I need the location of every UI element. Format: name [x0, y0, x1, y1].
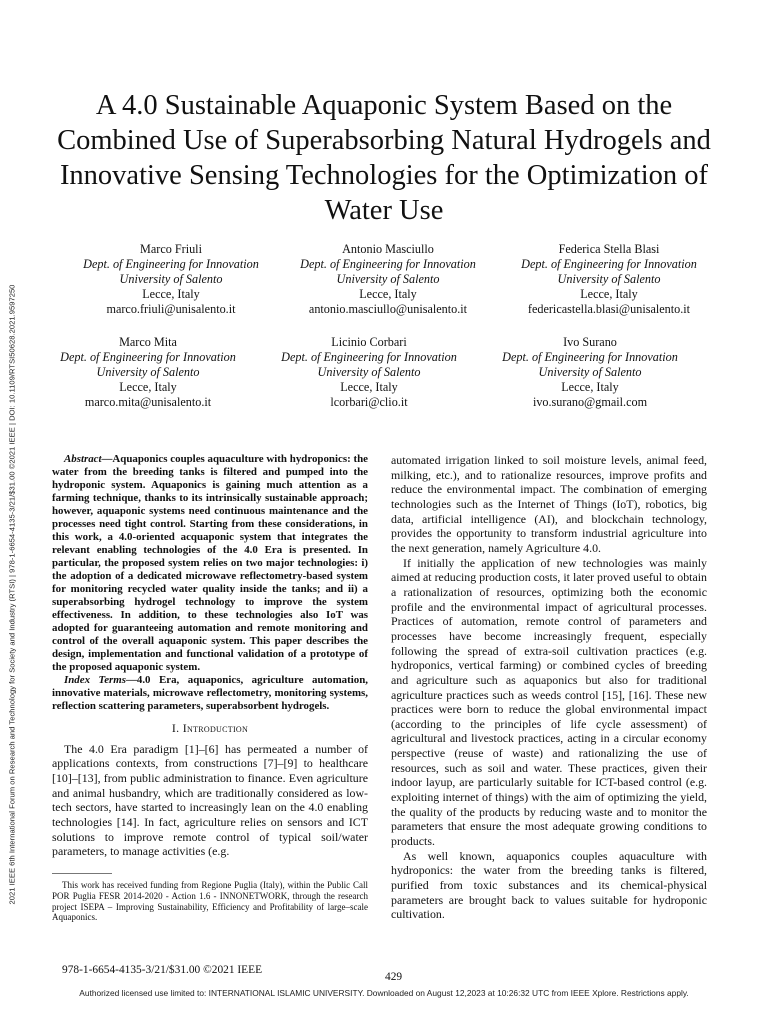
author-univ: University of Salento: [538, 365, 642, 379]
author-email: marco.friuli@unisalento.it: [106, 302, 236, 316]
author-city: Lecce, Italy: [580, 287, 638, 301]
right-paragraph-2: If initially the application of new technologies was mainly aimed at reducing production costs, it later proved useful to obtain a rationalization of resources, optimizing both the economic profile and the environmental impact of agricultural processes. Practices of automation, remote control of parameters and processes have become increasingly frequent, especially following the spread of extra-soil cultivation practices (e.g. hydroponics, vertical farming) or combined cycles of breeding and agriculture such as aquaponics but also for traditional agriculture practices such as weeds control [15], [16]. These new practices were born to reduce the global environmental impact (according to the principles of life cycle assessment) of agricultural and livestock practices, acting in a circular economy perspective (reuse of waste) and rationalizing the use of resources, such as soil and water. These practices, given their indoor layup, are particularly suitable for ICT-based control (e.g. exploiting internet of things) with the aim of optimizing the yield, the quality of the products by reducing waste and to monitor the parameters that ensure the most adequate growing conditions to products.: [391, 555, 708, 849]
author-dept: Dept. of Engineering for Innovation: [281, 350, 457, 364]
author-city: Lecce, Italy: [142, 287, 200, 301]
funding-footnote: This work has received funding from Regione Puglia (Italy), within the Public Call POR Puglia FESR 2014-2020 - Action 1.6 - INNONETWORK, through the research project ISEPA – Improving Sustainability, Efficiency and Profitability of large–scale Aquaponics.: [52, 879, 368, 923]
author-name: Marco Mita: [119, 335, 177, 349]
abstract: [52, 453, 368, 674]
footer-isbn: 978-1-6654-4135-3/21/$31.00 ©2021 IEEE: [62, 964, 263, 976]
abstract-label: Abstract: [64, 453, 102, 465]
author-email: marco.mita@unisalento.it: [84, 395, 212, 409]
author-univ: University of Salento: [119, 272, 223, 286]
page-number: 429: [385, 971, 403, 983]
author-6: [470, 335, 710, 410]
section-heading-introduction: I. Introduction: [171, 721, 249, 735]
author-name: Antonio Masciullo: [342, 242, 434, 256]
author-univ: University of Salento: [336, 272, 440, 286]
intro-paragraph: The 4.0 Era paradigm [1]–[6] has permeated a number of applications contexts, from constructions [7]–[9] to healthcare [10]–[13], from public administration to finance. Even agriculture and animal husbandry, which are traditionally considered as low-tech sectors, have started to increasingly lean on the 4.0 enabling technologies [14]. In fact, agriculture relies on sensors and ICT solutions to improve remote control of typical soil/water parameters, to manage activities (e.g.: [52, 741, 368, 859]
author-email: antonio.masciullo@unisalento.it: [308, 302, 468, 316]
index-terms: [52, 674, 368, 713]
author-3: [489, 242, 729, 317]
index-terms-label: Index Terms: [64, 674, 126, 686]
right-paragraph-1: automated irrigation linked to soil moisture levels, animal feed, milking, etc.), and to rationalize resources, improve profits and reduce the environmental impact. The combination of emerging technologies such as the Internet of Things (IoT), robotics, big data, artificial intelligence (AI), and blockchain technology, provides the opportunity to transform industrial agriculture into the next generation, namely Agriculture 4.0.: [391, 453, 707, 555]
footnote-divider: [52, 873, 112, 874]
paper-title: A 4.0 Sustainable Aquaponic System Based on the Combined Use of Superabsorbing Natural Hydrogels and Innovative Sensing Technologies for the Optimization of Water Use: [57, 90, 711, 226]
author-1: [51, 242, 291, 317]
author-name: Federica Stella Blasi: [558, 242, 660, 256]
author-2: [268, 242, 508, 317]
author-name: Marco Friuli: [140, 242, 202, 256]
author-univ: University of Salento: [557, 272, 661, 286]
author-dept: Dept. of Engineering for Innovation: [300, 257, 476, 271]
index-terms-text: —4.0 Era, aquaponics, agriculture automation, innovative materials, microwave reflectometry, monitoring systems, reflection scattering parameters, superabsorbent hydrogels.: [52, 674, 368, 712]
abstract-text: —Aquaponics couples aquaculture with hydroponics: the water from the breeding tanks is filtered and pumped into the hydroponic system. Aquaponics is gaining much attention as a farming technique, thanks to its intrinsically sustainable approach; however, aquaponic systems need continuous maintenance and the processes need tight control. Starting from these considerations, in this work, a 4.0-oriented acquaponic system that integrates the relevant enabling technologies of the 4.0 Era is presented. In particular, the proposed system relies on two major technologies: i) the adoption of a dedicated microwave reflectometry-based system for monitoring recycled water quality inside the tanks; and ii) a superabsorbing hydrogel technology to improve the system effectiveness. In addition, to these technologies also IoT was adopted for guaranteeing automation and remote monitoring and control of the overall aquaponic system. This paper describes the design, implementation and functional validation of a prototype of the proposed aquaponic system.: [52, 453, 368, 673]
author-univ: University of Salento: [317, 365, 421, 379]
author-city: Lecce, Italy: [340, 380, 398, 394]
author-city: Lecce, Italy: [359, 287, 417, 301]
right-paragraph-3: As well known, aquaponics couples aquaculture with hydroponics: the water from the breeding tanks is filtered, purified from toxic substances and its chemical-physical parameters are brought back to values suitable for hydroponic cultivation.: [391, 848, 707, 922]
author-name: Ivo Surano: [563, 335, 617, 349]
author-5: [249, 335, 489, 410]
left-column: [52, 453, 368, 923]
author-email: federicastella.blasi@unisalento.it: [527, 302, 691, 316]
author-email: ivo.surano@gmail.com: [532, 395, 648, 409]
author-univ: University of Salento: [96, 365, 200, 379]
author-dept: Dept. of Engineering for Innovation: [83, 257, 259, 271]
doi-sidebar: [5, 236, 19, 952]
right-column: [391, 453, 707, 922]
author-city: Lecce, Italy: [119, 380, 177, 394]
author-dept: Dept. of Engineering for Innovation: [502, 350, 678, 364]
sidebar-text: 2021 IEEE 6th International Forum on Research and Technology for Society and Industry (RTSI) | 978-1-6654-4135-3/21/$31.00 ©2021 IEEE | DOI: 10.1109/RTSI50628.2021.9597250: [7, 284, 17, 904]
author-email: lcorbari@clio.it: [330, 395, 408, 409]
author-4: [28, 335, 268, 410]
authorized-use-line: Authorized licensed use limited to: INTERNATIONAL ISLAMIC UNIVERSITY. Downloaded on August 12,2023 at 10:26:32 UTC from IEEE Xplore. Restrictions apply.: [79, 988, 689, 998]
author-name: Licinio Corbari: [331, 335, 407, 349]
author-dept: Dept. of Engineering for Innovation: [60, 350, 236, 364]
author-city: Lecce, Italy: [561, 380, 619, 394]
author-dept: Dept. of Engineering for Innovation: [521, 257, 697, 271]
